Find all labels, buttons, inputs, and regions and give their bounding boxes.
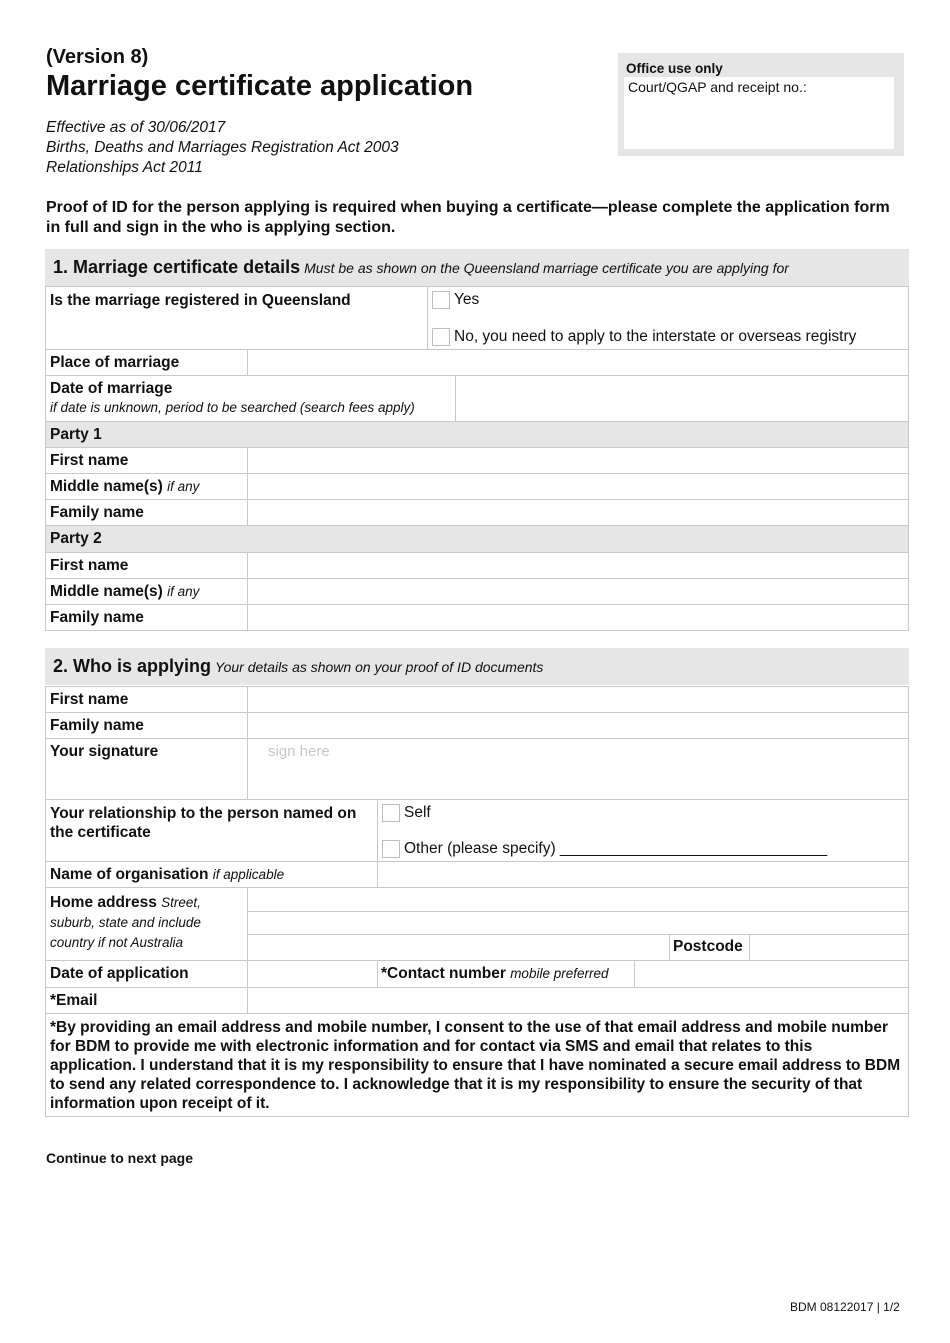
other-checkbox[interactable] <box>382 840 400 858</box>
address-line-3-input[interactable] <box>248 935 669 960</box>
no-label: No, you need to apply to the interstate or overseas registry <box>454 328 857 345</box>
party-1-first-name-row <box>45 448 909 474</box>
no-checkbox[interactable] <box>432 328 450 346</box>
party-2-middle-name-note: if any <box>167 584 200 599</box>
sign-here-hint: sign here <box>268 743 330 760</box>
contact-number-note: mobile preferred <box>510 966 609 981</box>
contact-number-input[interactable] <box>635 961 908 987</box>
party-2-family-name-label: Family name <box>50 609 144 626</box>
date-of-marriage-label: Date of marriage <box>50 380 173 397</box>
party-2-first-name-label: First name <box>50 557 129 574</box>
postcode-input[interactable] <box>750 935 908 960</box>
section-1-header <box>45 249 909 286</box>
section-1-title: 1. Marriage certificate details <box>53 257 301 277</box>
section-2-subtitle: Your details as shown on your proof of ID documents <box>215 659 544 675</box>
party-1-family-name-row <box>45 500 909 526</box>
organisation-row <box>45 862 909 888</box>
party-2-first-name-row <box>45 553 909 579</box>
office-use-label: Office use only <box>626 61 723 76</box>
party-2-family-name-row <box>45 605 909 631</box>
address-line-2-input[interactable] <box>248 912 908 934</box>
place-of-marriage-row <box>45 350 909 376</box>
consent-text: *By providing an email address and mobile number, I consent to the use of that email address and mobile number for BDM to provide me with electronic information and for contact via SMS and email that relates to this application. I understand that it is my responsibility to ensure that I have nominated a secure email address to BDM to send any related correspondence to. I acknowledge that it is my responsibility to ensure the security of that information upon receipt of it. <box>50 1019 901 1112</box>
party-2-first-name-input[interactable] <box>248 553 908 578</box>
party-2-header <box>45 526 909 553</box>
relationship-row <box>45 800 909 862</box>
section-2-header <box>45 648 909 685</box>
applicant-first-name-row <box>45 686 909 713</box>
place-of-marriage-input[interactable] <box>248 350 908 375</box>
date-of-application-label: Date of application <box>50 965 189 982</box>
version-label: (Version 8) <box>46 46 149 68</box>
organisation-label: Name of organisation <box>50 866 209 883</box>
address-line-1-input[interactable] <box>248 888 908 911</box>
party-1-family-name-label: Family name <box>50 504 144 521</box>
effective-date: Effective as of 30/06/2017 <box>46 119 226 136</box>
party-1-first-name-input[interactable] <box>248 448 908 473</box>
office-receipt-label: Court/QGAP and receipt no.: <box>628 79 807 95</box>
party-2-family-name-input[interactable] <box>248 605 908 630</box>
section-2-title: 2. Who is applying <box>53 656 212 676</box>
self-checkbox[interactable] <box>382 804 400 822</box>
contact-number-label: *Contact number <box>381 965 506 982</box>
party-1-middle-name-input[interactable] <box>248 474 908 499</box>
party-2-middle-name-input[interactable] <box>248 579 908 604</box>
party-1-header <box>45 422 909 448</box>
office-receipt-field[interactable] <box>624 77 894 149</box>
party-1-middle-name-note: if any <box>167 479 200 494</box>
party-1-middle-name-row <box>45 474 909 500</box>
proof-of-id-note: Proof of ID for the person applying is required when buying a certificate—please complete the application form in full and sign in the who is applying section. <box>46 199 890 236</box>
party-1-label: Party 1 <box>50 426 102 443</box>
party-1-family-name-input[interactable] <box>248 500 908 525</box>
registered-qld-label: Is the marriage registered in Queensland <box>50 292 351 309</box>
consent-row <box>45 1014 909 1117</box>
organisation-note: if applicable <box>212 867 285 882</box>
email-input[interactable] <box>248 988 908 1013</box>
section-1-subtitle: Must be as shown on the Queensland marriage certificate you are applying for <box>304 260 789 276</box>
signature-row <box>45 739 909 800</box>
organisation-input[interactable] <box>378 862 908 887</box>
act-reference-1: Births, Deaths and Marriages Registration Act 2003 <box>46 139 399 156</box>
office-use-panel <box>618 53 904 156</box>
date-contact-row <box>45 961 909 988</box>
date-of-marriage-input[interactable] <box>456 376 908 421</box>
applicant-family-name-input[interactable] <box>248 713 908 738</box>
home-address-row <box>45 888 909 961</box>
signature-field[interactable] <box>248 739 908 799</box>
applicant-family-name-label: Family name <box>50 717 144 734</box>
signature-label: Your signature <box>50 743 159 760</box>
address-note-3: country if not Australia <box>50 935 184 950</box>
other-label: Other (please specify) _______________________________ <box>404 840 828 857</box>
act-reference-2: Relationships Act 2011 <box>46 159 203 176</box>
applicant-first-name-input[interactable] <box>248 687 908 712</box>
party-2-middle-name-row <box>45 579 909 605</box>
applicant-family-name-row <box>45 713 909 739</box>
continue-note: Continue to next page <box>46 1150 193 1166</box>
form-meta <box>46 118 399 178</box>
page-title: Marriage certificate application <box>46 70 474 102</box>
party-2-middle-name-label: Middle name(s) <box>50 583 163 600</box>
party-2-label: Party 2 <box>50 530 102 547</box>
date-of-marriage-note: if date is unknown, period to be searched (search fees apply) <box>50 400 415 415</box>
email-row <box>45 988 909 1014</box>
date-of-marriage-row <box>45 376 909 422</box>
yes-label: Yes <box>454 291 480 308</box>
self-label: Self <box>404 804 431 821</box>
address-note-2: suburb, state and include <box>50 915 201 930</box>
registered-qld-row <box>45 286 909 350</box>
party-1-first-name-label: First name <box>50 452 129 469</box>
relationship-label: Your relationship to the person named on the certificate <box>50 805 357 841</box>
yes-checkbox[interactable] <box>432 291 450 309</box>
address-note-1: Street, <box>161 895 201 910</box>
home-address-label: Home address <box>50 894 157 911</box>
party-1-middle-name-label: Middle name(s) <box>50 478 163 495</box>
applicant-first-name-label: First name <box>50 691 129 708</box>
place-of-marriage-label: Place of marriage <box>50 354 180 371</box>
email-label: *Email <box>50 992 98 1009</box>
form-code-footer: BDM 08122017 | 1/2 <box>790 1300 900 1314</box>
postcode-label: Postcode <box>673 938 743 955</box>
date-of-application-input[interactable] <box>248 961 377 987</box>
